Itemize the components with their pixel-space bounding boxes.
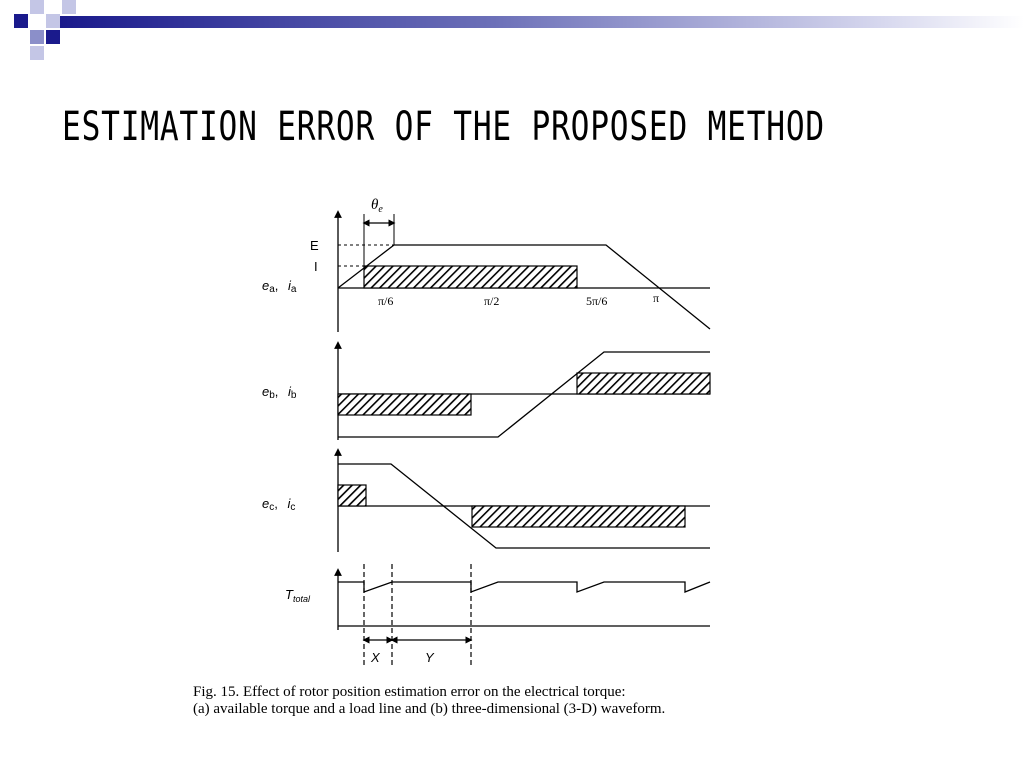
deco-square-dark xyxy=(14,14,28,28)
tick-label: π xyxy=(653,291,660,305)
theta-label: $\theta_e$ xyxy=(371,197,383,215)
axis-b-label: eb, ib xyxy=(262,384,297,401)
tick-label: π/6 xyxy=(378,294,394,308)
torque-axis-label: $T_{total}$ xyxy=(285,587,310,604)
panel-phase-c xyxy=(262,452,710,552)
deco-square-mid xyxy=(30,46,44,60)
slide-title: ESTIMATION ERROR OF THE PROPOSED METHOD xyxy=(62,104,825,150)
interval-x-label: X xyxy=(371,650,380,665)
deco-square-light xyxy=(46,14,60,28)
panel-phase-a xyxy=(262,197,710,332)
current-block-b-positive xyxy=(577,373,710,394)
waveform-diagram xyxy=(188,190,788,730)
deco-square-light xyxy=(30,0,44,14)
figure-caption xyxy=(193,684,833,718)
current-block-b-negative xyxy=(338,394,471,415)
interval-y-label: Y xyxy=(425,650,434,665)
current-block-c-positive xyxy=(338,485,366,506)
caption-line: (a) available torque and a load line and (b) three-dimensional (3-D) waveform. xyxy=(193,701,666,717)
level-e-label: E xyxy=(310,238,319,253)
tick-label: π/2 xyxy=(484,294,500,308)
caption-line: Fig. 15. Effect of rotor position estimation error on the electrical torque: xyxy=(193,684,626,700)
tick-label: 5π/6 xyxy=(586,294,608,308)
deco-square-light xyxy=(62,0,76,14)
top-gradient-bar xyxy=(60,16,1024,28)
current-block-a xyxy=(364,266,577,288)
deco-square-dark xyxy=(46,30,60,44)
current-block-c-negative xyxy=(472,506,685,527)
axis-c-label: ec, ic xyxy=(262,496,296,513)
corner-decoration xyxy=(0,0,90,70)
panel-phase-b xyxy=(262,345,710,440)
panel-total-torque xyxy=(285,564,710,666)
deco-square-mid xyxy=(30,30,44,44)
torque-waveform xyxy=(338,582,710,592)
level-i-label: I xyxy=(314,259,318,274)
axis-a-label: ea, ia xyxy=(262,278,297,295)
